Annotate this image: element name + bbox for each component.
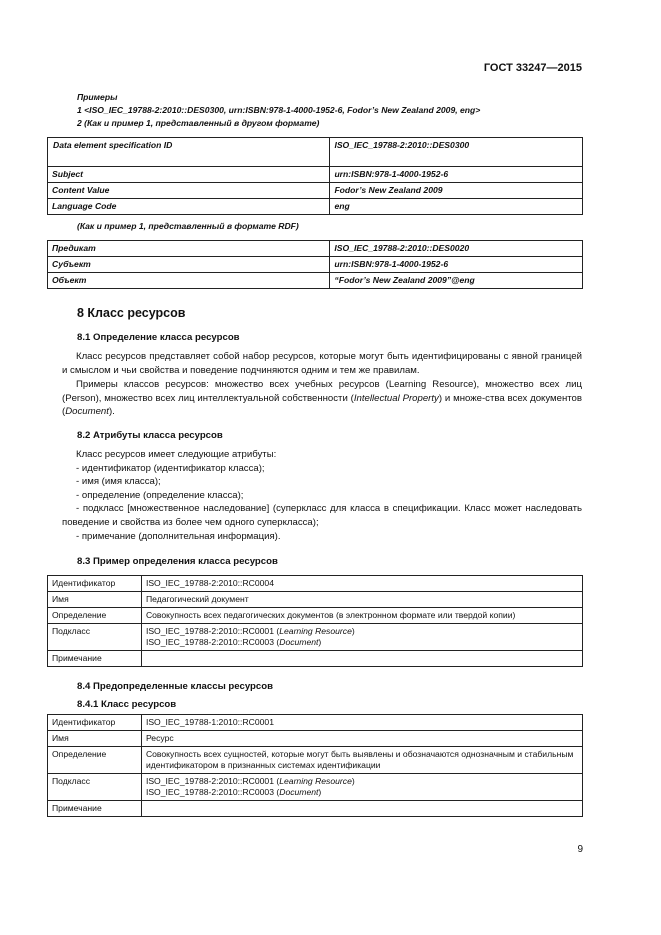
table-row	[48, 608, 583, 624]
section-8-1-paragraph-2: Примеры классов ресурсов: множество всех учебных ресурсов (Learning Resource), множество всех лиц (Person), множество всех лиц интеллектуальной собственности (Intellectual Property) и множе-ства всех документов (Document).	[62, 379, 582, 418]
table-cell: Предикат	[48, 241, 330, 257]
table-cell: Идентификатор	[48, 576, 142, 592]
table-cell: “Fodor’s New Zealand 2009”@eng	[330, 273, 583, 289]
table-row	[48, 241, 583, 257]
table-cell: ISO_IEC_19788-2:2010::RC0004	[141, 576, 582, 592]
table-cell	[141, 651, 582, 667]
section-8-4-title: 8.4 Предопределенные классы ресурсов	[77, 681, 273, 692]
table-row	[48, 774, 583, 801]
table-cell: Ресурс	[141, 731, 582, 747]
example-line-1: 1 <ISO_IEC_19788-2:2010::DES0300, urn:ISBN:978-1-4000-1952-6, Fodor’s New Zealand 2009, eng>	[77, 105, 481, 115]
table-row	[48, 576, 583, 592]
table-row	[48, 715, 583, 731]
list-item: - определение (определение класса);	[76, 489, 244, 501]
list-item: - имя (имя класса);	[76, 476, 161, 488]
section-8-2-title: 8.2 Атрибуты класса ресурсов	[77, 430, 223, 441]
example-table-2	[47, 240, 583, 289]
table-cell: Имя	[48, 731, 142, 747]
example-table-1	[47, 137, 583, 215]
table-cell: ISO_IEC_19788-2:2010::DES0020	[330, 241, 583, 257]
table-cell: urn:ISBN:978-1-4000-1952-6	[330, 167, 583, 183]
section-8-1-title: 8.1 Определение класса ресурсов	[77, 332, 240, 343]
section-8-3-title: 8.3 Пример определения класса ресурсов	[77, 556, 278, 567]
table-cell: ISO_IEC_19788-2:2010::RC0001 (Learning Resource) ISO_IEC_19788-2:2010::RC0003 (Document)	[141, 774, 582, 801]
table-cell: ISO_IEC_19788-2:2010::RC0001 (Learning Resource) ISO_IEC_19788-2:2010::RC0003 (Document)	[141, 624, 582, 651]
section-8-1-paragraph-1: Класс ресурсов представляет собой набор ресурсов, которые могут быть идентифицированы с явной границей и смыслом и чьи свойства и поведение подчиняются одним и тем же правилам.	[62, 351, 582, 376]
table-cell: Language Code	[48, 199, 330, 215]
table-cell: Content Value	[48, 183, 330, 199]
table-cell: eng	[330, 199, 583, 215]
list-item: - идентификатор (идентификатор класса);	[76, 462, 265, 474]
examples-title: Примеры	[77, 92, 118, 102]
table-cell: Объект	[48, 273, 330, 289]
list-item: - примечание (дополнительная информация).	[76, 530, 281, 542]
table-cell	[141, 801, 582, 817]
example-line-2: 2 (Как и пример 1, представленный в другом формате)	[77, 118, 320, 128]
table-cell: Data element specification ID	[48, 138, 330, 167]
table-row	[48, 747, 583, 774]
table-cell: Примечание	[48, 801, 142, 817]
table-cell: Подкласс	[48, 624, 142, 651]
table-cell: Примечание	[48, 651, 142, 667]
table-cell: Субъект	[48, 257, 330, 273]
table-row	[48, 138, 583, 167]
table-cell: Идентификатор	[48, 715, 142, 731]
table-cell: Fodor’s New Zealand 2009	[330, 183, 583, 199]
table-row	[48, 624, 583, 651]
table-row	[48, 592, 583, 608]
rdf-note: (Как и пример 1, представленный в формате RDF)	[77, 221, 299, 231]
table-cell: ISO_IEC_19788-1:2010::RC0001	[141, 715, 582, 731]
table-row	[48, 731, 583, 747]
table-cell: ISO_IEC_19788-2:2010::DES0300	[330, 138, 583, 167]
table-cell: Определение	[48, 747, 142, 774]
list-item: - подкласс [множественное наследование] (суперкласс для класса в спецификации. Класс может наследовать поведение и свойства из более чем одного суперкласса);	[62, 503, 582, 528]
class-table-8-4-1	[47, 714, 583, 817]
table-cell: Совокупность всех сущностей, которые могут быть выявлены и обозначаются однозначным и стабильным идентификатором в признанных системах идентификации	[141, 747, 582, 774]
table-cell: urn:ISBN:978-1-4000-1952-6	[330, 257, 583, 273]
table-row	[48, 257, 583, 273]
table-row	[48, 651, 583, 667]
section-8-title: 8 Класс ресурсов	[77, 306, 186, 320]
section-8-2-intro: Класс ресурсов имеет следующие атрибуты:	[76, 449, 277, 460]
table-cell: Совокупность всех педагогических документов (в электронном формате или твердой копии)	[141, 608, 582, 624]
examples-block	[77, 91, 587, 130]
table-row	[48, 273, 583, 289]
table-cell: Subject	[48, 167, 330, 183]
table-cell: Имя	[48, 592, 142, 608]
section-8-2-body	[62, 448, 582, 543]
table-row	[48, 199, 583, 215]
table-row	[48, 801, 583, 817]
class-table-8-3	[47, 575, 583, 667]
table-cell: Определение	[48, 608, 142, 624]
table-cell: Подкласс	[48, 774, 142, 801]
table-cell: Педагогический документ	[141, 592, 582, 608]
section-8-4-1-title: 8.4.1 Класс ресурсов	[77, 699, 177, 710]
table-row	[48, 183, 583, 199]
document-header-id: ГОСТ 33247—2015	[483, 62, 582, 74]
table-row	[48, 167, 583, 183]
page-number: 9	[577, 844, 583, 855]
